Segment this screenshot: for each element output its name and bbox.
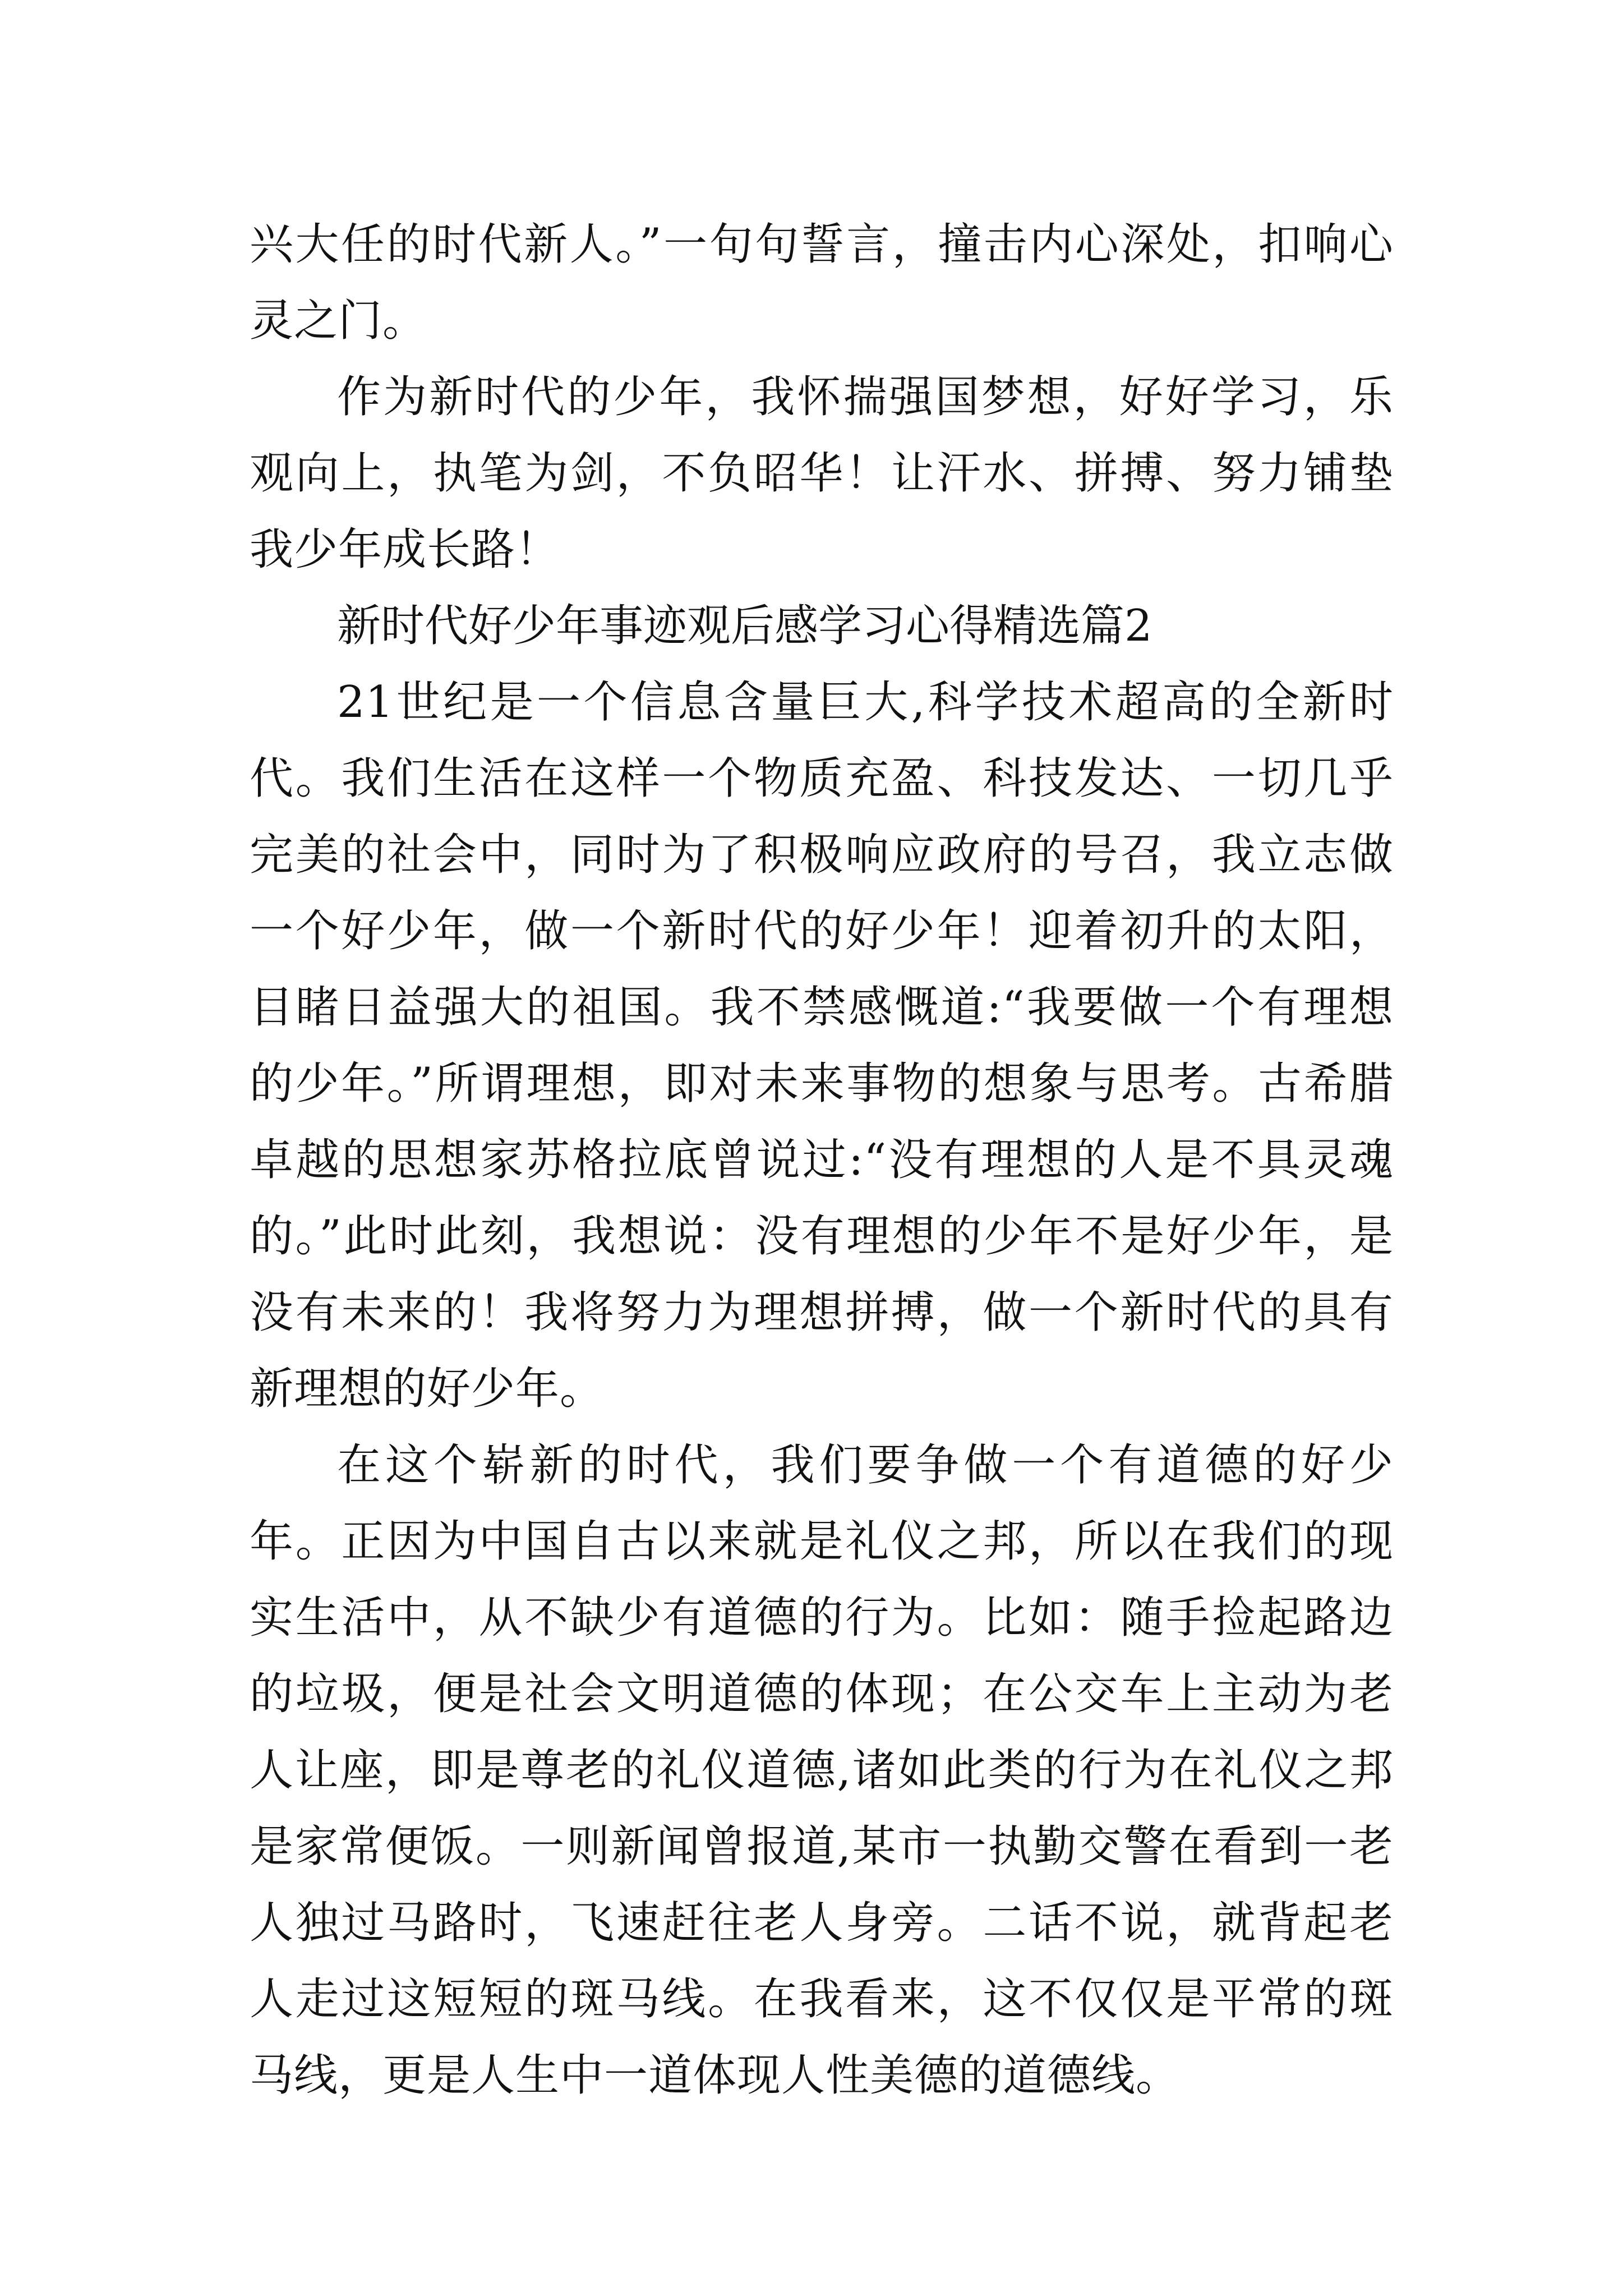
document-body bbox=[250, 206, 1394, 2114]
paragraph-morality: 在这个崭新的时代，我们要争做一个有道德的好少年。正因为中国自古以来就是礼仪之邦，所以在我们的现实生活中，从不缺少有道德的行为。比如：随手捡起路边的垃圾，便是社会文明道德的体现；在公交车上主动为老人让座，即是尊老的礼仪道德,诸如此类的行为在礼仪之邦是家常便饭。一则新闻曾报道,某市一执勤交警在看到一老人独过马路时，飞速赶往老人身旁。二话不说，就背起老人走过这短短的斑马线。在我看来，这不仅仅是平常的斑马线，更是人生中一道体现人性美德的道德线。 bbox=[250, 1440, 1394, 2101]
paragraph-continuation: 兴大任的时代新人。”一句句誓言，撞击内心深处，扣响心灵之门。 bbox=[250, 219, 1394, 346]
section-heading: 新时代好少年事迹观后感学习心得精选篇2 bbox=[337, 601, 1152, 651]
paragraph-youth-dream: 作为新时代的少年，我怀揣强国梦想，好好学习，乐观向上，执笔为剑，不负昭华！让汗水、拼搏、努力铺垫我少年成长路！ bbox=[250, 372, 1394, 575]
paragraph-ideals: 21世纪是一个信息含量巨大,科学技术超高的全新时代。我们生活在这样一个物质充盈、科技发达、一切几乎完美的社会中，同时为了积极响应政府的号召，我立志做一个好少年，做一个新时代的好少年！迎着初升的太阳，目睹日益强大的祖国。我不禁感慨道:“我要做一个有理想的少年。”所谓理想，即对未来事物的想象与思考。古希腊卓越的思想家苏格拉底曾说过:“没有理想的人是不具灵魂的。”此时此刻，我想说：没有理想的少年不是好少年，是没有未来的！我将努力为理想拼搏，做一个新时代的具有新理想的好少年。 bbox=[250, 677, 1394, 1414]
